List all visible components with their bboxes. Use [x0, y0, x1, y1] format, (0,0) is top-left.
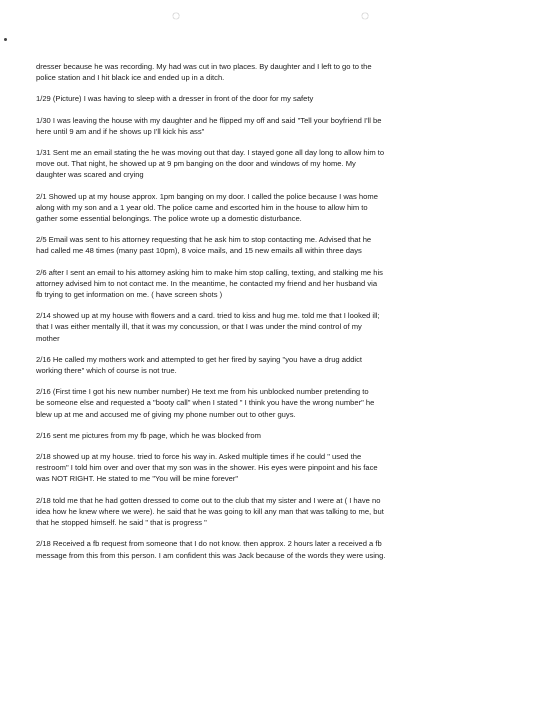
scan-mark-right: ◌	[360, 7, 370, 23]
log-entry: 2/6 after I sent an email to his attorney asking him to make him stop calling, texting, and stalking me his attorney advised him to not contact me. In the meantime, he contacted my friend and her husband via fb trying to get information on me. ( have screen shots )	[36, 267, 383, 300]
log-entry: 1/30 I was leaving the house with my daughter and he flipped my off and said "Tell your boyfriend I'll be here until 9 am and if he shows up I'll kick his ass"	[36, 115, 382, 136]
log-entry: 2/14 showed up at my house with flowers and a card. tried to kiss and hug me. told me that I looked ill; that I was either mentally ill, that it was my concussion, or that I was under the mind control of my mother	[36, 311, 380, 343]
log-entry: 2/5 Email was sent to his attorney requesting that he ask him to stop contacting me. Advised that he had called me 48 times (many past 10pm), 8 voice mails, and 15 new emails all within three days	[36, 235, 372, 256]
log-entry: dresser because he was recording. My had was cut in two places. By daughter and I left to go to the police station and I hit black ice and ended up in a ditch.	[36, 62, 372, 83]
log-entry: 1/29 (Picture) I was having to sleep with a dresser in front of the door for my safety	[36, 94, 314, 104]
log-entry: 2/16 He called my mothers work and attempted to get her fired by saying "you have a drug addict working there" which of course is not true.	[36, 354, 363, 376]
log-entry: 2/1 Showed up at my house approx. 1pm banging on my door. I called the police because I was home along with my son and a 1 year old. The police came and escorted him in the house to allow him to gather some essential belongings. The police wrote up a domestic disturbance.	[36, 191, 378, 224]
log-entry: 2/16 sent me pictures from my fb page, which he was blocked from	[36, 430, 261, 440]
log-entry: 1/31 Sent me an email stating the he was moving out that day. I stayed gone all day long to allow him to move out. That night, he showed up at 9 pm banging on the door and windows of my home. My daughter was scared and crying	[36, 148, 385, 180]
log-entry: 2/18 showed up at my house. tried to force his way in. Asked multiple times if he could " used the restroom" I told him over and over that my son was in the shower. His eyes were pinpoint and his face was NOT RIGHT. He stated to me "You will be mine forever"	[36, 452, 378, 484]
margin-dot	[4, 38, 7, 41]
log-entry: 2/16 (First time I got his new number number) He text me from his unblocked number pretending to be someone else and requested a "booty call" when I stated " I think you have the wrong number" he blew up at me and accused me of giving my phone number out to other guys.	[36, 387, 375, 419]
document-body	[36, 61, 490, 561]
log-entry: 2/18 told me that he had gotten dressed to come out to the club that my sister and I were at ( I have no idea how he knew where we were). he said that he was going to kill any man that was talking to me, but that he stopped himself. he said " that is progress "	[36, 495, 384, 528]
scan-mark-left: ◌	[171, 7, 181, 23]
log-entry: 2/18 Received a fb request from someone that I do not know. then approx. 2 hours later a received a fb message from this from this person. I am confident this was Jack because of the words they were using.	[36, 539, 386, 560]
